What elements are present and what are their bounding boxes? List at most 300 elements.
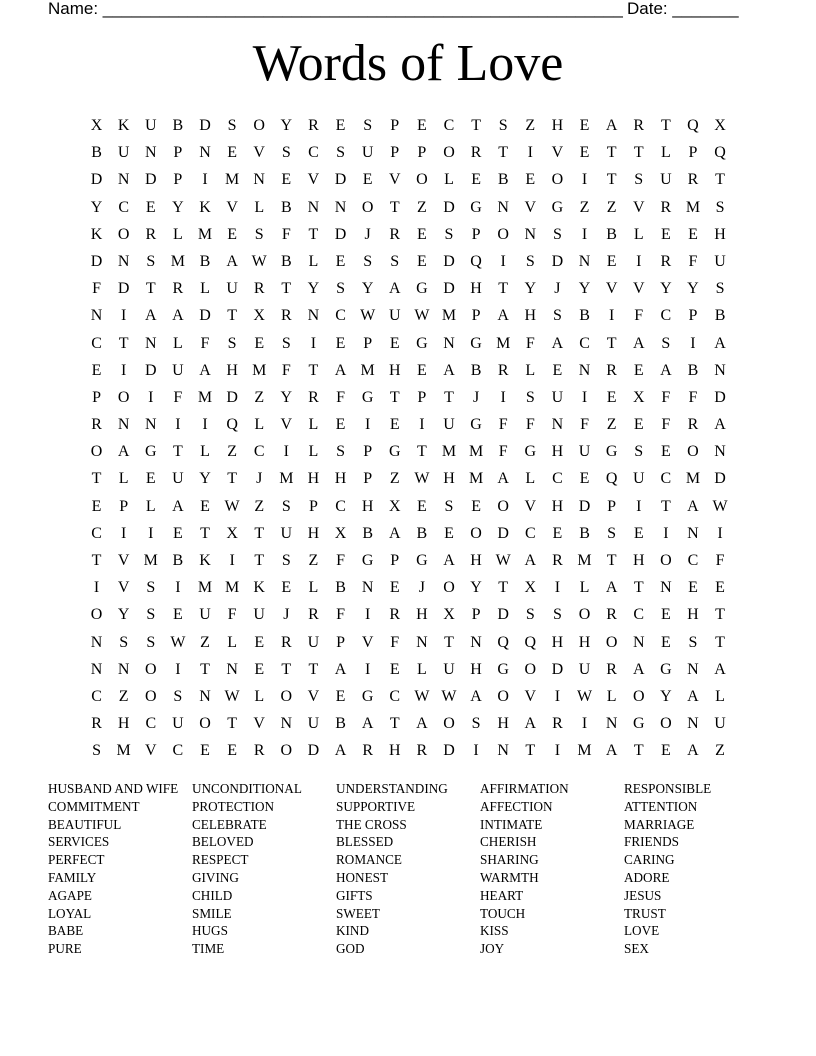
grid-letter: N (199, 144, 211, 162)
grid-letter: R (253, 742, 265, 760)
grid-letter: T (308, 660, 319, 678)
word-item: PURE (48, 941, 82, 957)
grid-letter: D (497, 606, 509, 624)
grid-letter: G (470, 334, 482, 352)
grid-letter: Y (578, 280, 591, 298)
grid-letter: A (497, 470, 509, 488)
grid-letter: D (443, 198, 455, 216)
grid-letter: N (687, 715, 699, 733)
word-item: AFFECTION (480, 798, 553, 814)
grid-letter: P (607, 497, 617, 515)
grid-letter: E (660, 443, 671, 461)
word-item: THE CROSS (336, 816, 407, 832)
grid-letter: F (688, 252, 698, 270)
grid-letter: S (227, 117, 237, 134)
grid-letter: S (471, 715, 481, 733)
grid-letter: I (121, 361, 127, 379)
grid-letter: U (307, 633, 320, 651)
grid-letter: Z (118, 687, 129, 705)
grid-letter: I (148, 524, 154, 542)
grid-letter: L (254, 416, 265, 434)
grid-letter: T (444, 388, 454, 406)
grid-letter: O (497, 497, 509, 515)
grid-letter: N (280, 715, 293, 733)
grid-letter: V (361, 633, 374, 651)
word-item: BEAUTIFUL (48, 816, 122, 832)
grid-letter: S (607, 524, 617, 542)
grid-letter: H (687, 606, 699, 624)
grid-letter: N (578, 252, 591, 270)
grid-row (83, 302, 735, 329)
grid-letter: Z (227, 443, 237, 461)
grid-letter: D (714, 388, 726, 406)
grid-letter: S (525, 606, 535, 624)
grid-letter: S (146, 606, 156, 624)
grid-letter: G (605, 443, 618, 461)
grid-letter: A (524, 715, 537, 733)
grid-letter: A (660, 361, 672, 379)
grid-letter: F (715, 552, 725, 569)
grid-letter: N (497, 198, 509, 216)
grid-letter: F (336, 552, 345, 569)
grid-letter: T (715, 171, 725, 189)
grid-letter: P (363, 334, 373, 352)
grid-letter: V (253, 144, 265, 162)
word-item: GIVING (192, 869, 239, 885)
word-item: FAMILY (48, 869, 97, 885)
grid-letter: B (172, 117, 184, 134)
grid-letter: S (363, 117, 373, 134)
grid-letter: A (714, 660, 726, 678)
grid-letter: R (606, 660, 617, 678)
word-column (192, 780, 336, 958)
grid-letter: U (226, 280, 238, 298)
grid-letter: I (202, 171, 208, 189)
grid-letter: P (363, 443, 373, 461)
grid-letter: W (224, 687, 240, 705)
grid-letter: A (605, 742, 618, 760)
grid-letter: T (498, 280, 509, 298)
grid-letter: H (578, 633, 591, 651)
grid-letter: O (551, 171, 564, 189)
grid-letter: R (172, 280, 184, 298)
grid-letter: F (200, 334, 210, 352)
grid-letter: D (90, 252, 103, 270)
grid-letter: H (226, 361, 238, 379)
grid-letter: E (91, 497, 102, 515)
grid-letter: W (414, 687, 430, 705)
grid-letter: N (117, 660, 130, 678)
grid-letter: R (280, 307, 292, 325)
grid-letter: Z (715, 742, 725, 760)
grid-letter: U (117, 144, 130, 162)
grid-letter: S (227, 334, 237, 352)
grid-letter: Z (254, 388, 265, 406)
grid-letter: T (200, 524, 210, 542)
grid-letter: T (633, 579, 644, 597)
grid-letter: Z (579, 198, 590, 216)
grid-letter: X (253, 307, 265, 325)
grid-letter: H (117, 715, 130, 733)
grid-letter: L (525, 470, 536, 488)
grid-letter: S (254, 225, 264, 243)
grid-letter: C (389, 687, 401, 705)
word-item: AGAPE (48, 887, 92, 903)
grid-letter: D (144, 171, 157, 189)
grid-row (83, 330, 735, 357)
grid-letter: Z (606, 416, 617, 434)
grid-letter: E (227, 144, 237, 162)
grid-letter: S (525, 388, 535, 406)
grid-letter: Q (687, 117, 699, 134)
grid-letter: N (551, 416, 564, 434)
grid-letter: F (281, 361, 291, 379)
grid-letter: T (606, 552, 617, 569)
grid-letter: I (527, 144, 533, 162)
grid-letter: E (660, 633, 671, 651)
grid-letter: B (470, 361, 482, 379)
grid-letter: W (495, 552, 511, 569)
grid-letter: E (200, 497, 210, 515)
grid-letter: A (687, 497, 699, 515)
grid-letter: V (144, 742, 157, 760)
grid-letter: N (90, 307, 103, 325)
grid-letter: R (91, 715, 102, 733)
grid-letter: M (116, 742, 131, 760)
grid-letter: R (552, 552, 563, 569)
grid-row (83, 710, 735, 737)
grid-letter: L (308, 443, 319, 461)
grid-letter: H (551, 443, 564, 461)
grid-letter: C (145, 715, 157, 733)
grid-letter: E (389, 416, 400, 434)
grid-letter: M (224, 171, 240, 189)
grid-letter: E (389, 334, 400, 352)
grid-letter: D (199, 307, 211, 325)
grid-letter: O (443, 144, 455, 162)
date-field-label: Date: _______ (627, 0, 739, 18)
grid-letter: T (145, 280, 156, 298)
grid-letter: A (687, 742, 699, 760)
word-item: BLESSED (336, 834, 394, 850)
grid-letter: Z (416, 198, 427, 216)
word-item: TOUCH (480, 905, 526, 921)
grid-letter: E (688, 225, 698, 243)
grid-letter: S (281, 144, 291, 162)
word-item: GIFTS (336, 887, 373, 903)
grid-letter: O (117, 388, 130, 406)
grid-letter: D (443, 280, 455, 298)
grid-letter: U (660, 171, 672, 189)
grid-letter: S (281, 334, 291, 352)
grid-letter: C (579, 334, 590, 352)
grid-letter: H (551, 117, 564, 134)
grid-letter: E (660, 225, 671, 243)
grid-letter: E (335, 334, 346, 352)
grid-letter: E (416, 497, 427, 515)
grid-letter: M (441, 307, 457, 325)
grid-letter: S (363, 252, 373, 270)
grid-letter: O (361, 198, 374, 216)
grid-letter: D (443, 252, 455, 270)
grid-letter: S (336, 280, 345, 298)
grid-letter: M (279, 470, 294, 488)
word-item: BABE (48, 923, 84, 939)
grid-letter: E (444, 524, 454, 542)
grid-letter: P (390, 117, 400, 134)
grid-row (83, 601, 735, 628)
grid-row (83, 411, 735, 438)
grid-letter: C (118, 198, 129, 216)
grid-letter: I (473, 742, 479, 760)
grid-letter: S (688, 633, 698, 651)
grid-letter: Z (389, 470, 400, 488)
grid-letter: X (388, 497, 401, 515)
grid-letter: W (414, 470, 430, 488)
grid-letter: H (361, 497, 374, 515)
grid-letter: E (471, 497, 481, 515)
grid-letter: H (497, 715, 509, 733)
grid-letter: R (660, 198, 672, 216)
grid-letter: R (389, 606, 401, 624)
grid-letter: T (606, 334, 617, 352)
grid-letter: Y (660, 280, 672, 298)
grid-letter: C (172, 742, 184, 760)
grid-letter: I (229, 552, 235, 569)
grid-letter: T (660, 497, 671, 515)
grid-letter: I (175, 660, 181, 678)
grid-row (83, 683, 735, 710)
grid-letter: V (253, 715, 265, 733)
grid-letter: Z (308, 552, 319, 569)
grid-letter: F (336, 388, 345, 406)
grid-letter: V (388, 171, 401, 189)
grid-letter: B (579, 524, 590, 542)
grid-letter: A (632, 660, 645, 678)
grid-letter: C (633, 606, 645, 624)
grid-letter: L (118, 470, 129, 488)
word-item: MARRIAGE (624, 816, 695, 832)
grid-letter: C (91, 687, 102, 705)
grid-letter: Q (497, 633, 509, 651)
word-item: TRUST (624, 905, 666, 921)
grid-letter: T (308, 361, 319, 379)
word-item: JESUS (624, 887, 662, 903)
grid-letter: N (90, 660, 103, 678)
grid-letter: V (551, 144, 564, 162)
grid-letter: Q (524, 633, 537, 651)
grid-letter: U (714, 715, 726, 733)
grid-letter: V (524, 198, 537, 216)
grid-letter: F (92, 280, 101, 298)
grid-letter: L (308, 579, 319, 597)
grid-letter: S (444, 225, 454, 243)
grid-letter: L (660, 144, 671, 162)
grid-letter: U (172, 470, 184, 488)
grid-letter: B (91, 144, 102, 162)
grid-letter: V (117, 552, 130, 569)
grid-letter: B (172, 552, 184, 569)
grid-letter: B (714, 307, 726, 325)
grid-letter: L (308, 416, 319, 434)
grid-letter: X (714, 117, 726, 134)
grid-letter: S (498, 117, 508, 134)
grid-letter: D (334, 171, 347, 189)
grid-letter: R (416, 742, 428, 760)
grid-letter: Y (687, 280, 699, 298)
grid-letter: N (361, 579, 374, 597)
grid-letter: Y (660, 687, 672, 705)
grid-letter: G (632, 715, 645, 733)
grid-letter: I (554, 579, 561, 597)
grid-letter: R (606, 361, 617, 379)
grid-letter: N (307, 198, 320, 216)
grid-letter: D (578, 497, 591, 515)
grid-letter: S (634, 171, 644, 189)
grid-letter: E (227, 225, 237, 243)
grid-letter: E (633, 416, 644, 434)
grid-letter: I (500, 388, 506, 406)
grid-letter: M (197, 225, 213, 243)
grid-letter: N (687, 660, 699, 678)
grid-letter: B (335, 715, 346, 733)
grid-letter: A (144, 307, 157, 325)
grid-row (83, 574, 735, 601)
grid-letter: S (661, 334, 671, 352)
grid-letter: A (443, 552, 455, 569)
grid-letter: H (632, 552, 645, 569)
grid-letter: E (200, 742, 210, 760)
grid-letter: U (361, 144, 374, 162)
grid-letter: H (551, 497, 564, 515)
grid-letter: A (172, 307, 184, 325)
grid-letter: G (416, 334, 428, 352)
word-item: SMILE (192, 905, 232, 921)
grid-letter: M (360, 361, 375, 379)
grid-letter: C (91, 524, 102, 542)
grid-letter: V (307, 687, 320, 705)
grid-letter: S (146, 579, 156, 597)
grid-letter: X (90, 117, 103, 134)
grid-letter: P (688, 144, 698, 162)
grid-letter: N (470, 633, 482, 651)
grid-letter: G (416, 280, 428, 298)
grid-letter: U (578, 443, 591, 461)
grid-letter: R (362, 742, 373, 760)
grid-letter: E (633, 524, 644, 542)
grid-letter: E (91, 361, 102, 379)
grid-letter: V (524, 687, 537, 705)
grid-letter: A (334, 660, 347, 678)
grid-letter: B (416, 524, 428, 542)
word-item: ADORE (624, 869, 670, 885)
grid-letter: R (687, 416, 699, 434)
grid-letter: G (497, 660, 509, 678)
grid-letter: O (470, 524, 482, 542)
grid-letter: Y (199, 470, 211, 488)
grid-letter: E (552, 361, 563, 379)
grid-letter: A (632, 334, 645, 352)
grid-letter: X (632, 388, 645, 406)
grid-row (83, 166, 735, 193)
grid-letter: I (148, 388, 154, 406)
grid-letter: S (444, 497, 454, 515)
grid-letter: B (280, 252, 292, 270)
grid-letter: N (117, 252, 130, 270)
grid-letter: P (471, 606, 481, 624)
grid-letter: D (144, 361, 157, 379)
grid-letter: T (606, 144, 617, 162)
grid-letter: T (118, 334, 129, 352)
grid-letter: I (175, 579, 181, 597)
grid-letter: O (443, 579, 455, 597)
grid-letter: A (470, 687, 482, 705)
word-item: HUGS (192, 923, 228, 939)
grid-letter: S (552, 225, 562, 243)
grid-letter: N (117, 416, 130, 434)
grid-letter: L (254, 198, 265, 216)
grid-letter: Z (525, 117, 536, 134)
grid-letter: N (144, 144, 157, 162)
grid-letter: W (170, 633, 186, 651)
grid-row (83, 357, 735, 384)
grid-letter: H (307, 470, 320, 488)
grid-letter: Y (280, 117, 293, 134)
grid-letter: S (634, 443, 644, 461)
grid-letter: U (443, 416, 455, 434)
grid-letter: M (252, 361, 267, 379)
grid-letter: I (581, 171, 588, 189)
grid-letter: T (281, 660, 292, 678)
grid-letter: L (525, 361, 536, 379)
word-item: SEX (624, 941, 649, 957)
grid-letter: H (551, 633, 564, 651)
grid-letter: U (199, 606, 211, 624)
grid-letter: Y (90, 198, 103, 216)
grid-letter: T (498, 144, 509, 162)
grid-letter: E (579, 144, 590, 162)
grid-letter: B (199, 252, 211, 270)
grid-letter: X (334, 524, 347, 542)
grid-letter: L (606, 687, 617, 705)
grid-letter: I (364, 416, 371, 434)
word-item: LOYAL (48, 905, 92, 921)
grid-letter: B (362, 524, 373, 542)
grid-letter: U (551, 388, 564, 406)
grid-letter: C (524, 524, 536, 542)
grid-letter: O (90, 606, 103, 624)
grid-letter: T (633, 742, 644, 760)
grid-letter: N (307, 307, 320, 325)
grid-letter: P (471, 307, 481, 325)
grid-letter: Y (470, 579, 482, 597)
grid-letter: B (335, 579, 346, 597)
grid-letter: U (578, 660, 591, 678)
grid-letter: G (361, 687, 374, 705)
grid-letter: A (388, 280, 401, 298)
grid-letter: M (577, 742, 592, 760)
grid-letter: L (416, 660, 427, 678)
grid-letter: E (335, 687, 346, 705)
grid-row (83, 194, 735, 221)
grid-letter: D (334, 225, 347, 243)
grid-letter: D (443, 742, 455, 760)
grid-letter: M (197, 388, 213, 406)
grid-letter: W (441, 687, 457, 705)
grid-letter: I (121, 524, 127, 542)
grid-letter: G (470, 198, 482, 216)
grid-letter: R (606, 606, 617, 624)
